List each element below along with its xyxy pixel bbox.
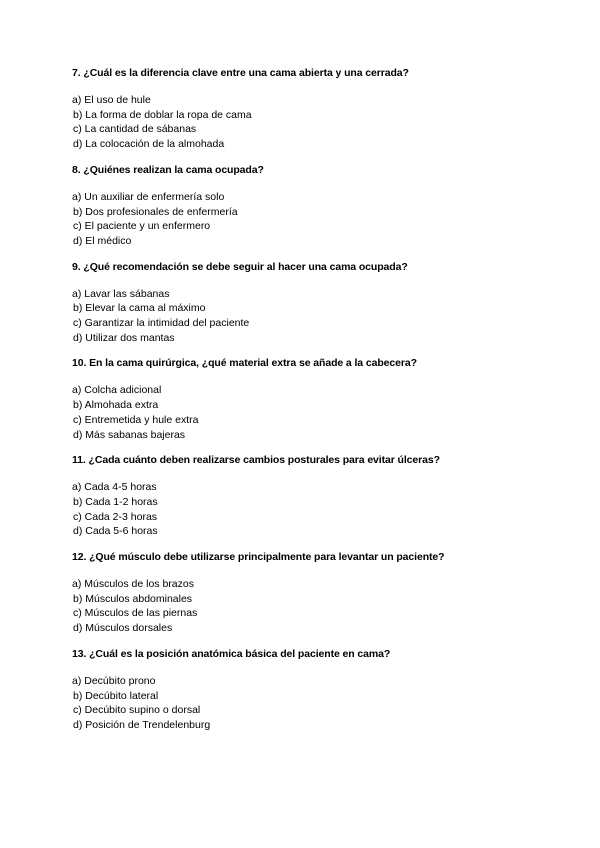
option-c: c) El paciente y un enfermero: [73, 220, 211, 233]
question-title: 10. En la cama quirúrgica, ¿qué material extra se añade a la cabecera?: [72, 357, 417, 370]
option-d: d) La colocación de la almohada: [73, 138, 225, 151]
option-a: a) Cada 4-5 horas: [72, 481, 157, 494]
question-13: [72, 647, 542, 733]
option-list: [72, 93, 542, 152]
document-page: [72, 66, 542, 744]
question-title: 12. ¿Qué músculo debe utilizarse principalmente para levantar un paciente?: [72, 551, 445, 564]
option-a: a) Decúbito prono: [72, 674, 156, 687]
question-title: 9. ¿Qué recomendación se debe seguir al hacer una cama ocupada?: [72, 260, 408, 273]
question-title: 11. ¿Cada cuánto deben realizarse cambios posturales para evitar úlceras?: [72, 454, 440, 467]
question-10: [72, 356, 542, 442]
option-b: b) La forma de doblar la ropa de cama: [73, 108, 252, 121]
option-list: [72, 480, 542, 539]
question-7: [72, 66, 542, 152]
option-a: a) Lavar las sábanas: [72, 287, 170, 300]
question-title: 8. ¿Quiénes realizan la cama ocupada?: [72, 163, 264, 176]
option-c: c) Entremetida y hule extra: [73, 413, 199, 426]
option-d: d) Músculos dorsales: [73, 622, 173, 635]
option-b: b) Cada 1-2 horas: [73, 495, 158, 508]
option-a: a) Colcha adicional: [72, 384, 162, 397]
option-c: c) Músculos de las piernas: [73, 607, 198, 620]
option-d: d) Utilizar dos mantas: [73, 331, 175, 344]
option-b: b) Elevar la cama al máximo: [73, 302, 206, 315]
option-a: a) El uso de hule: [72, 94, 151, 106]
question-11: [72, 453, 542, 539]
option-b: b) Almohada extra: [73, 399, 159, 412]
option-c: c) Garantizar la intimidad del paciente: [73, 317, 250, 330]
option-d: d) Posición de Trendelenburg: [73, 718, 211, 731]
option-c: c) La cantidad de sábanas: [73, 123, 197, 136]
option-list: [72, 287, 542, 346]
option-b: b) Dos profesionales de enfermería: [73, 205, 238, 218]
option-a: a) Músculos de los brazos: [72, 578, 194, 591]
option-b: b) Músculos abdominales: [73, 592, 193, 605]
option-list: [72, 190, 542, 249]
option-list: [72, 674, 542, 733]
option-d: d) Más sabanas bajeras: [73, 428, 186, 441]
question-8: [72, 163, 542, 249]
option-b: b) Decúbito lateral: [73, 689, 159, 702]
option-c: c) Decúbito supino o dorsal: [73, 704, 201, 717]
option-list: [72, 383, 542, 442]
question-title: 7. ¿Cuál es la diferencia clave entre una cama abierta y una cerrada?: [72, 67, 409, 79]
question-title: 13. ¿Cuál es la posición anatómica básica del paciente en cama?: [72, 647, 391, 660]
option-list: [72, 577, 542, 636]
option-d: d) El médico: [73, 234, 132, 247]
question-9: [72, 260, 542, 346]
option-d: d) Cada 5-6 horas: [73, 525, 158, 538]
option-c: c) Cada 2-3 horas: [73, 510, 158, 523]
question-12: [72, 550, 542, 636]
option-a: a) Un auxiliar de enfermería solo: [72, 190, 225, 203]
